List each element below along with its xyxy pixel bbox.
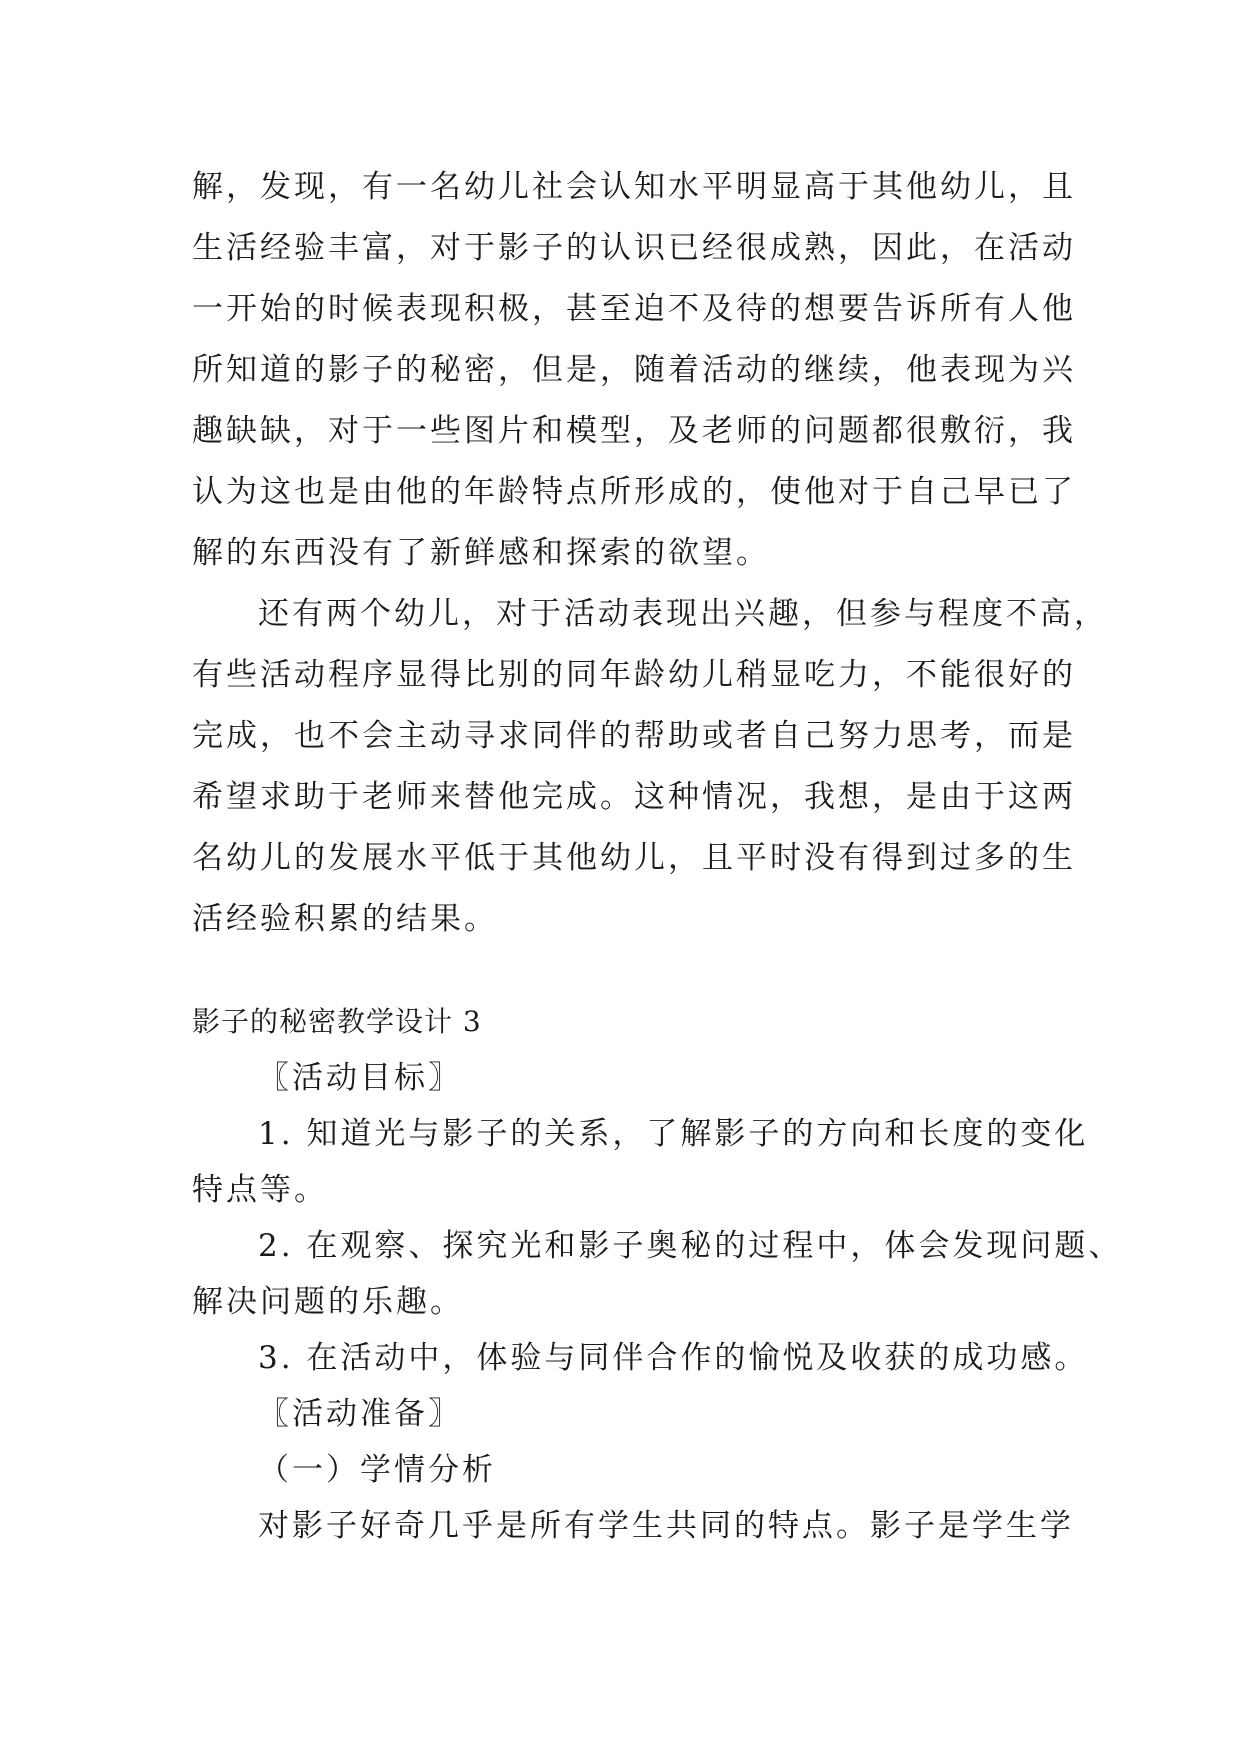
goals-heading: 〖活动目标〗	[258, 1060, 462, 1096]
paragraph-line: 所知道的影子的秘密，但是，随着活动的继续，他表现为兴	[192, 352, 1076, 388]
subheading: （一）学情分析	[258, 1452, 496, 1488]
prep-heading: 〖活动准备〗	[258, 1396, 462, 1432]
paragraph-line: 活经验积累的结果。	[192, 901, 498, 937]
paragraph-line: 一开始的时候表现积极，甚至迫不及待的想要告诉所有人他	[192, 291, 1076, 327]
section-title: 影子的秘密教学设计 3	[192, 1005, 482, 1038]
goal-item-line: 1. 知道光与影子的关系，了解影子的方向和长度的变化	[258, 1116, 1089, 1152]
paragraph-line: 有些活动程序显得比别的同年龄幼儿稍显吃力，不能很好的	[192, 657, 1076, 693]
goal-item-line: 特点等。	[192, 1172, 328, 1208]
paragraph-line: 生活经验丰富，对于影子的认识已经很成熟，因此，在活动	[192, 230, 1076, 266]
goal-item-line: 3. 在活动中，体验与同伴合作的愉悦及收获的成功感。	[258, 1340, 1089, 1376]
paragraph-line: 对影子好奇几乎是所有学生共同的特点。影子是学生学	[258, 1508, 1074, 1544]
paragraph-line: 希望求助于老师来替他完成。这种情况，我想，是由于这两	[192, 779, 1076, 815]
paragraph-line: 解的东西没有了新鲜感和探索的欲望。	[192, 535, 770, 571]
goal-item-line: 解决问题的乐趣。	[192, 1284, 464, 1320]
goal-item-line: 2. 在观察、探究光和影子奥秘的过程中，体会发现问题、	[258, 1228, 1123, 1264]
paragraph-line: 趣缺缺，对于一些图片和模型，及老师的问题都很敷衍，我	[192, 413, 1076, 449]
paragraph-line: 认为这也是由他的年龄特点所形成的，使他对于自己早已了	[192, 474, 1076, 510]
paragraph-line: 解，发现，有一名幼儿社会认知水平明显高于其他幼儿，且	[192, 169, 1076, 205]
paragraph-line: 名幼儿的发展水平低于其他幼儿，且平时没有得到过多的生	[192, 840, 1076, 876]
paragraph-line: 完成，也不会主动寻求同伴的帮助或者自己努力思考，而是	[192, 718, 1076, 754]
paragraph-line: 还有两个幼儿，对于活动表现出兴趣，但参与程度不高，	[258, 596, 1108, 632]
